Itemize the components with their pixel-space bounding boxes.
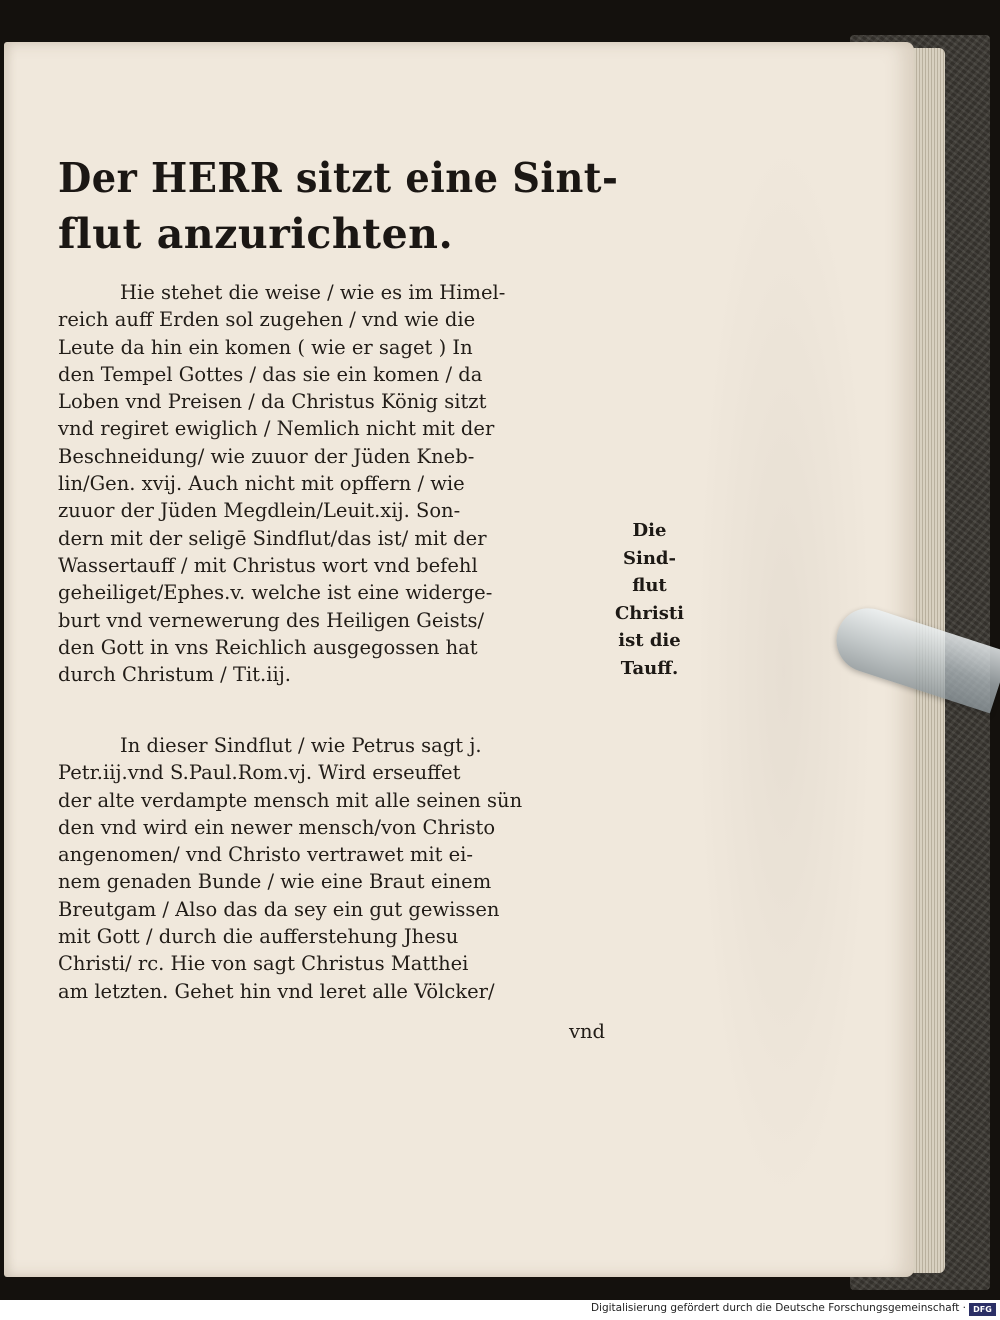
text-line: angenomen/ vnd Christo vertrawet mit ei-: [58, 843, 473, 867]
text-line: burt vnd vernewerung des Heiligen Geists/: [58, 608, 485, 632]
text-line: den Tempel Gottes / das sie ein komen / da: [58, 362, 483, 386]
text-line: Leute da hin ein komen ( wie er saget ) In: [58, 335, 473, 359]
text-line: vnd regiret ewiglich / Nemlich nicht mit der: [58, 417, 495, 441]
dfg-logo: DFG: [969, 1303, 996, 1316]
text-line: Petr.iij.vnd S.Paul.Rom.vj. Wird erseuffet: [58, 761, 461, 785]
text-line: Breutgam / Also das da sey ein gut gewissen: [58, 897, 500, 921]
margin-note-line: flut: [632, 575, 667, 596]
text-line: den Gott in vns Reichlich ausgegossen hat: [58, 635, 478, 659]
text-line: der alte verdampte mensch mit alle seinen sün: [58, 788, 523, 812]
text-line: lin/Gen. xvij. Auch nicht mit opffern / wie: [58, 472, 465, 496]
funding-credit: Digitalisierung gefördert durch die Deutsche Forschungsgemeinschaft ·: [590, 1302, 966, 1314]
text-line: dern mit der seligē Sindflut/das ist/ mit der: [58, 526, 487, 550]
margin-note-line: ist die: [618, 630, 681, 651]
show-through: [694, 122, 874, 1222]
footer-bar: [0, 1300, 1000, 1320]
page-heading: [58, 150, 618, 262]
text-line: In dieser Sindflut / wie Petrus sagt j.: [120, 734, 482, 757]
text-line: Beschneidung/ wie zuuor der Jüden Kneb-: [58, 444, 475, 468]
text-line: nem genaden Bunde / wie eine Braut einem: [58, 870, 492, 894]
text-line: geheiliget/Ephes.v. welche ist eine widerge-: [58, 581, 493, 605]
text-line: Hie stehet die weise / wie es im Himel-: [120, 281, 506, 304]
heading-line: Der HERR sitzt eine Sint-: [58, 154, 619, 202]
text-line: mit Gott / durch die aufferstehung Jhesu: [58, 925, 459, 949]
text-line: reich auff Erden sol zugehen / vnd wie die: [58, 308, 476, 332]
margin-note-line: Die: [632, 520, 667, 541]
margin-note-line: Sind-: [623, 547, 676, 569]
margin-note-line: Christi: [614, 602, 685, 624]
text-line: den vnd wird ein newer mensch/von Christo: [58, 815, 496, 839]
text-line: Christi/ rc. Hie von sagt Christus Matthei: [58, 952, 469, 976]
text-line: durch Christum / Tit.iij.: [58, 663, 291, 687]
paragraph-1: [58, 279, 603, 688]
text-line: Wassertauff / mit Christus wort vnd befehl: [58, 553, 478, 577]
heading-line: flut anzurichten.: [58, 210, 454, 258]
catchword: vnd: [568, 1020, 605, 1043]
margin-note-line: Tauff.: [620, 657, 679, 679]
margin-note: [607, 517, 692, 682]
text-line: am letzten. Gehet hin vnd leret alle Völcker/: [58, 979, 495, 1003]
text-line: Loben vnd Preisen / da Christus König sitzt: [58, 390, 487, 414]
text-line: zuuor der Jüden Megdlein/Leuit.xij. Son-: [58, 499, 461, 523]
paragraph-2: [58, 732, 603, 1005]
